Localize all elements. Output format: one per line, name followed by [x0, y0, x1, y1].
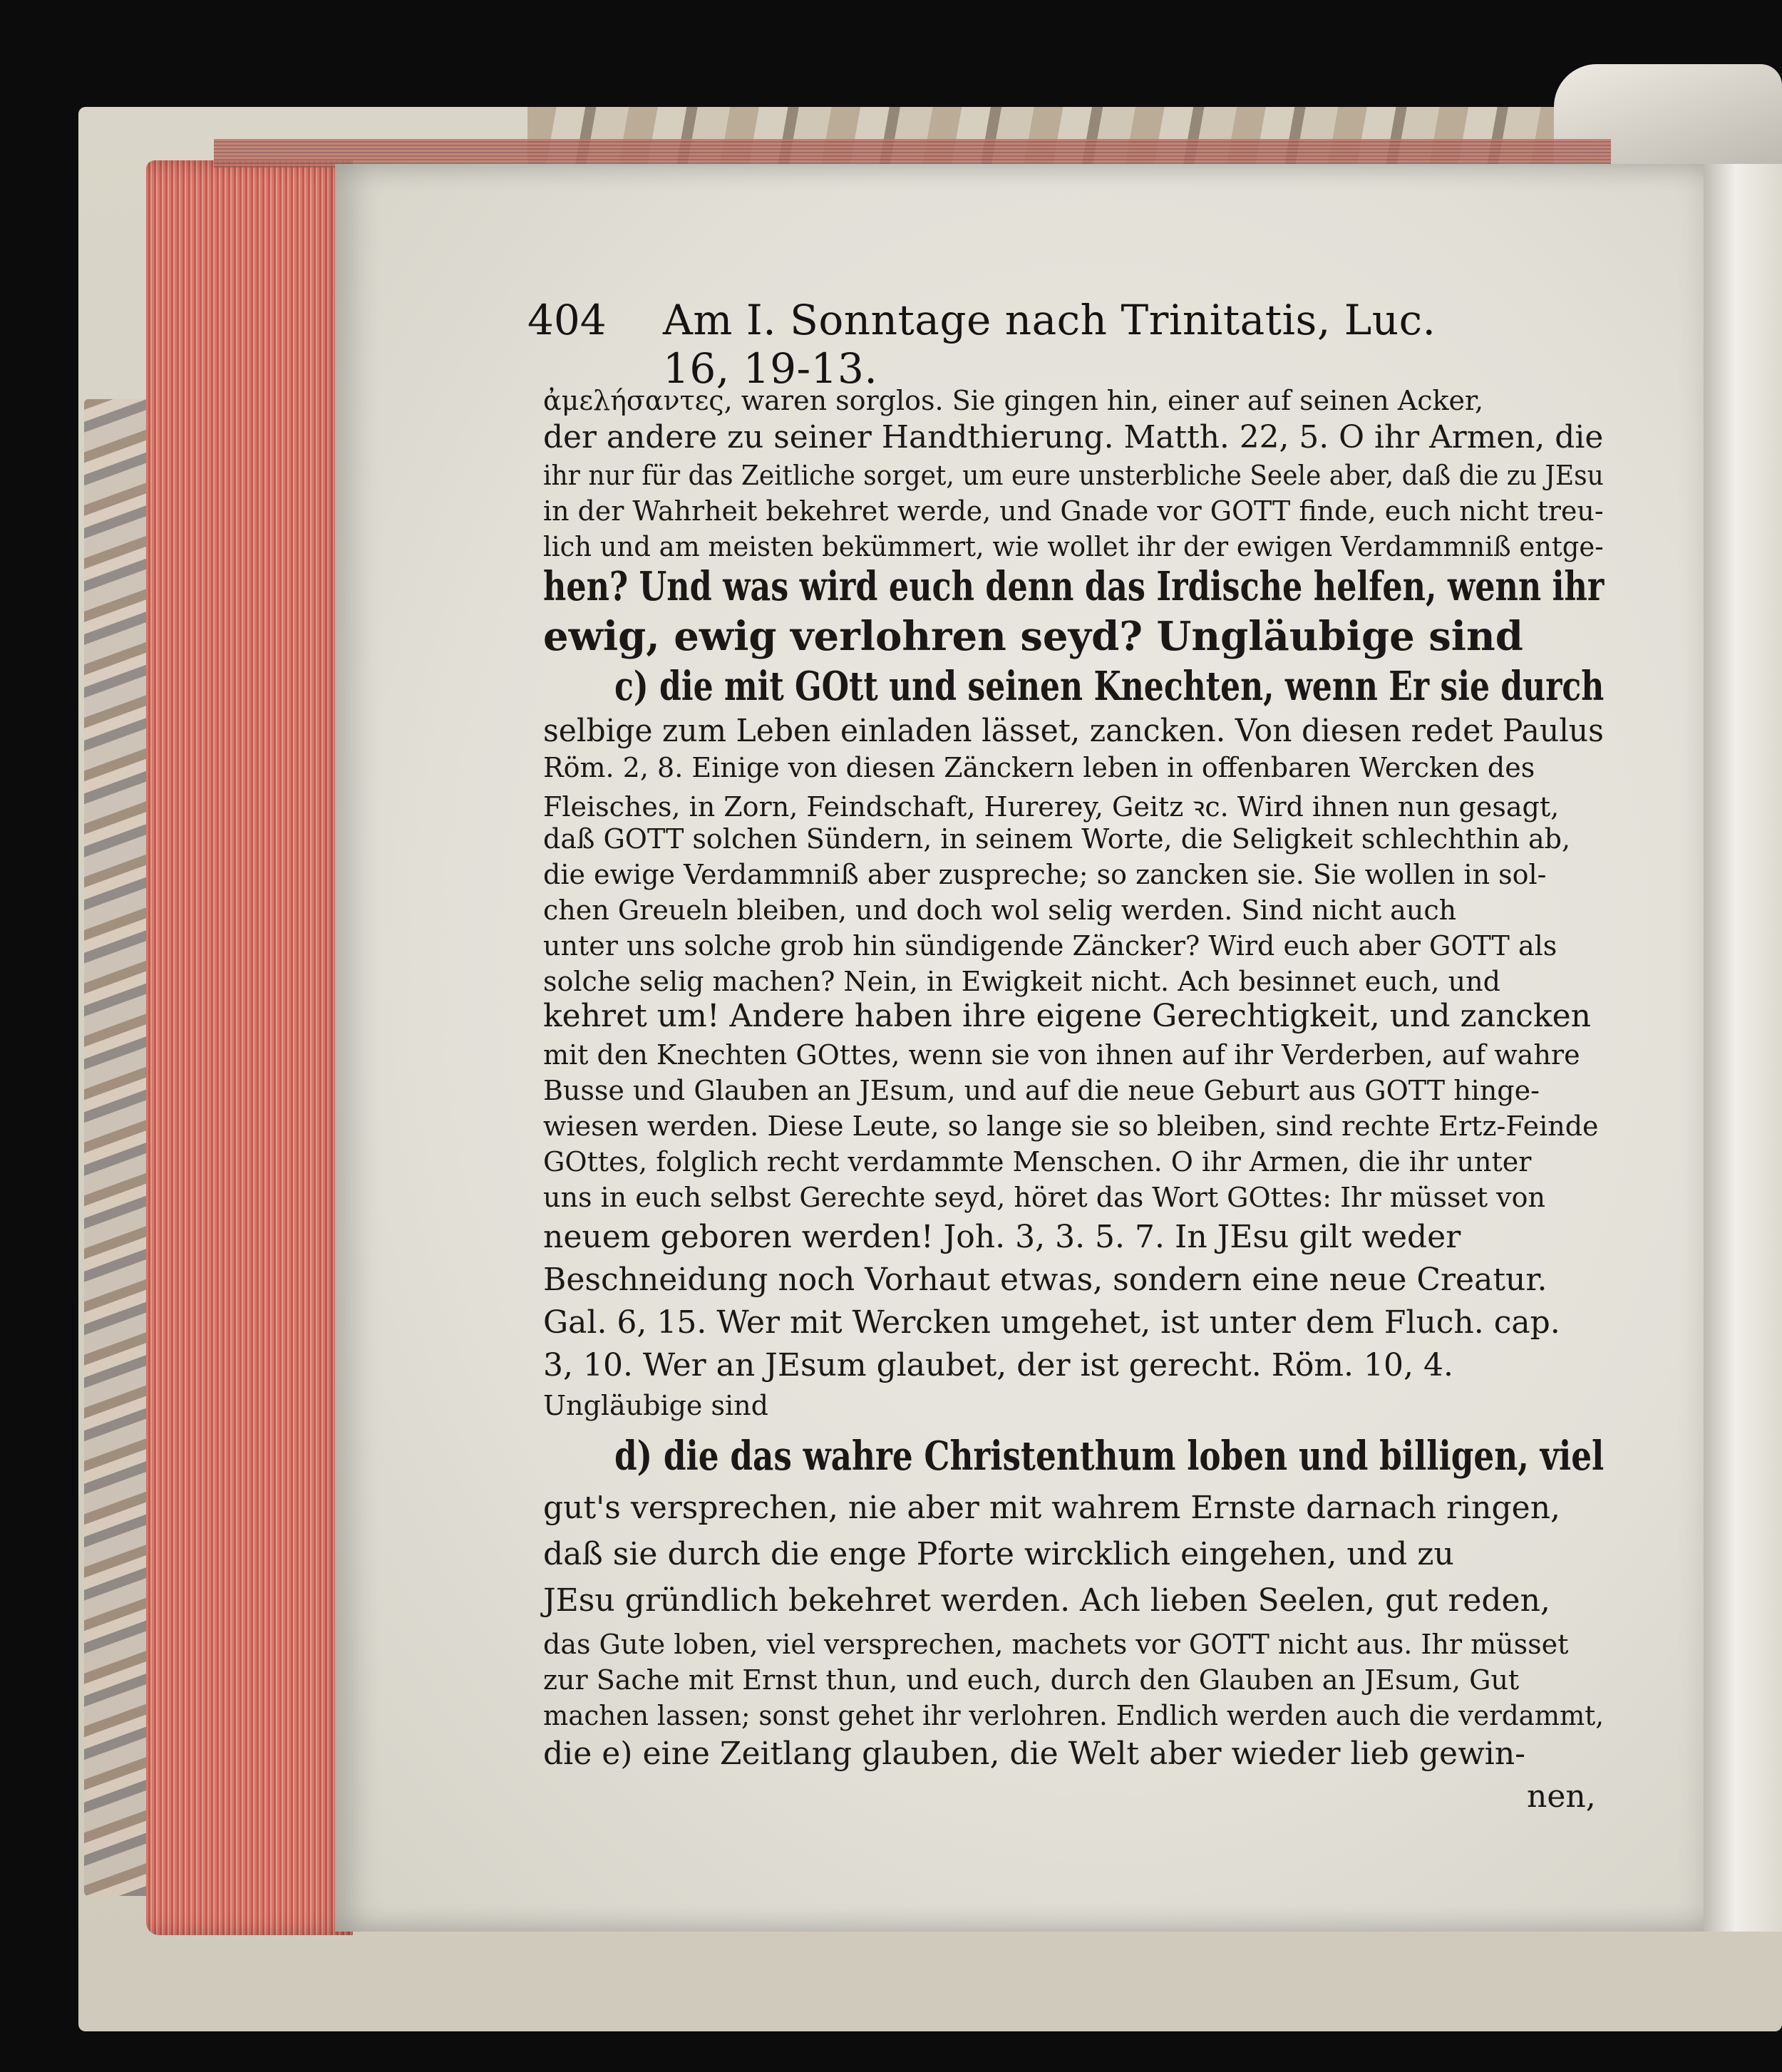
text-line: Ungläubige sind — [543, 1390, 768, 1421]
text-line: zur Sache mit Ernst thun, und euch, durch den Glauben an JEsum, Gut — [543, 1664, 1520, 1696]
text-line: lich und am meisten bekümmert, wie wollet ihr der ewigen Verdammniß entge- — [543, 531, 1604, 562]
red-page-edges — [146, 160, 353, 1935]
text-line: wiesen werden. Diese Leute, so lange sie so bleiben, sind rechte Ertz-Feinde — [543, 1110, 1599, 1142]
red-page-edges-top — [214, 139, 1611, 167]
text-line: JEsu gründlich bekehret werden. Ach lieben Seelen, gut reden, — [543, 1582, 1550, 1619]
text-line: Beschneidung noch Vorhaut etwas, sondern eine neue Creatur. — [543, 1262, 1547, 1298]
text-line: kehret um! Andere haben ihre eigene Gerechtigkeit, und zancken — [543, 998, 1591, 1034]
text-line: die ewige Verdammniß aber zuspreche; so zancken sie. Sie wollen in sol- — [543, 859, 1547, 890]
text-line: hen? Und was wird euch denn das Irdische helfen, wenn ihr — [543, 563, 1605, 610]
text-line: GOttes, folglich recht verdammte Menschen. O ihr Armen, die ihr unter — [543, 1146, 1532, 1177]
text-line: 3, 10. Wer an JEsum glaubet, der ist gerecht. Röm. 10, 4. — [543, 1347, 1453, 1383]
text-line: d) die das wahre Christenthum loben und billigen, viel — [614, 1433, 1605, 1480]
text-line: Gal. 6, 15. Wer mit Wercken umgehet, ist unter dem Fluch. cap. — [543, 1304, 1560, 1341]
text-line: c) die mit GOtt und seinen Knechten, wenn Er sie durch — [614, 663, 1605, 710]
text-line: selbige zum Leben einladen lässet, zancken. Von diesen redet Paulus — [543, 713, 1604, 749]
text-line: machen lassen; sonst gehet ihr verlohren. Endlich werden auch die verdammt, — [543, 1700, 1605, 1731]
text-line: in der Wahrheit bekehret werde, und Gnade vor GOTT finde, euch nicht treu- — [543, 495, 1604, 527]
text-line: daß GOTT solchen Sündern, in seinem Worte, die Seligkeit schlechthin ab, — [543, 823, 1571, 855]
text-line: die e) eine Zeitlang glauben, die Welt aber wieder lieb gewin- — [543, 1736, 1526, 1772]
page-gutter — [1704, 164, 1782, 1932]
text-line: ἀμελήσαντες, waren sorglos. Sie gingen hin, einer auf seinen Acker, — [543, 385, 1484, 416]
text-line: gut's versprechen, nie aber mit wahrem Ernste darnach ringen, — [543, 1490, 1561, 1526]
text-line: neuem geboren werden! Joh. 3, 3. 5. 7. In JEsu gilt weder — [543, 1219, 1461, 1255]
text-line: der andere zu seiner Handthierung. Matth. 22, 5. O ihr Armen, die — [543, 419, 1604, 455]
text-line: Busse und Glauben an JEsum, und auf die neue Geburt aus GOTT hinge- — [543, 1075, 1540, 1106]
text-line: ihr nur für das Zeitliche sorget, um eure unsterbliche Seele aber, daß die zu JEsu — [543, 460, 1604, 491]
text-line: mit den Knechten GOttes, wenn sie von ihnen auf ihr Verderben, auf wahre — [543, 1039, 1580, 1071]
text-line: unter uns solche grob hin sündigende Zäncker? Wird euch aber GOTT als — [543, 930, 1557, 962]
text-line: Röm. 2, 8. Einige von diesen Zänckern leben in offenbaren Wercken des — [543, 752, 1535, 783]
page-number: 404 — [527, 296, 607, 344]
page-header — [527, 289, 1483, 393]
text-line: chen Greueln bleiben, und doch wol selig werden. Sind nicht auch — [543, 895, 1457, 926]
text-line: uns in euch selbst Gerechte seyd, höret das Wort GOttes: Ihr müsset von — [543, 1182, 1545, 1213]
text-line: ewig, ewig verlohren seyd? Ungläubige sind — [543, 613, 1523, 660]
text-line: solche selig machen? Nein, in Ewigkeit nicht. Ach besinnet euch, und — [543, 966, 1500, 997]
running-title: Am I. Sonntage nach Trinitatis, Luc. 16, 19-13. — [663, 296, 1436, 393]
catchword: nen, — [1527, 1778, 1596, 1815]
text-line: Fleisches, in Zorn, Feindschaft, Hurerey, Geitz ꝛc. Wird ihnen nun gesagt, — [543, 791, 1560, 823]
text-line: das Gute loben, viel versprechen, machets vor GOTT nicht aus. Ihr müsset — [543, 1629, 1569, 1660]
text-line: daß sie durch die enge Pforte wircklich eingehen, und zu — [543, 1536, 1454, 1572]
